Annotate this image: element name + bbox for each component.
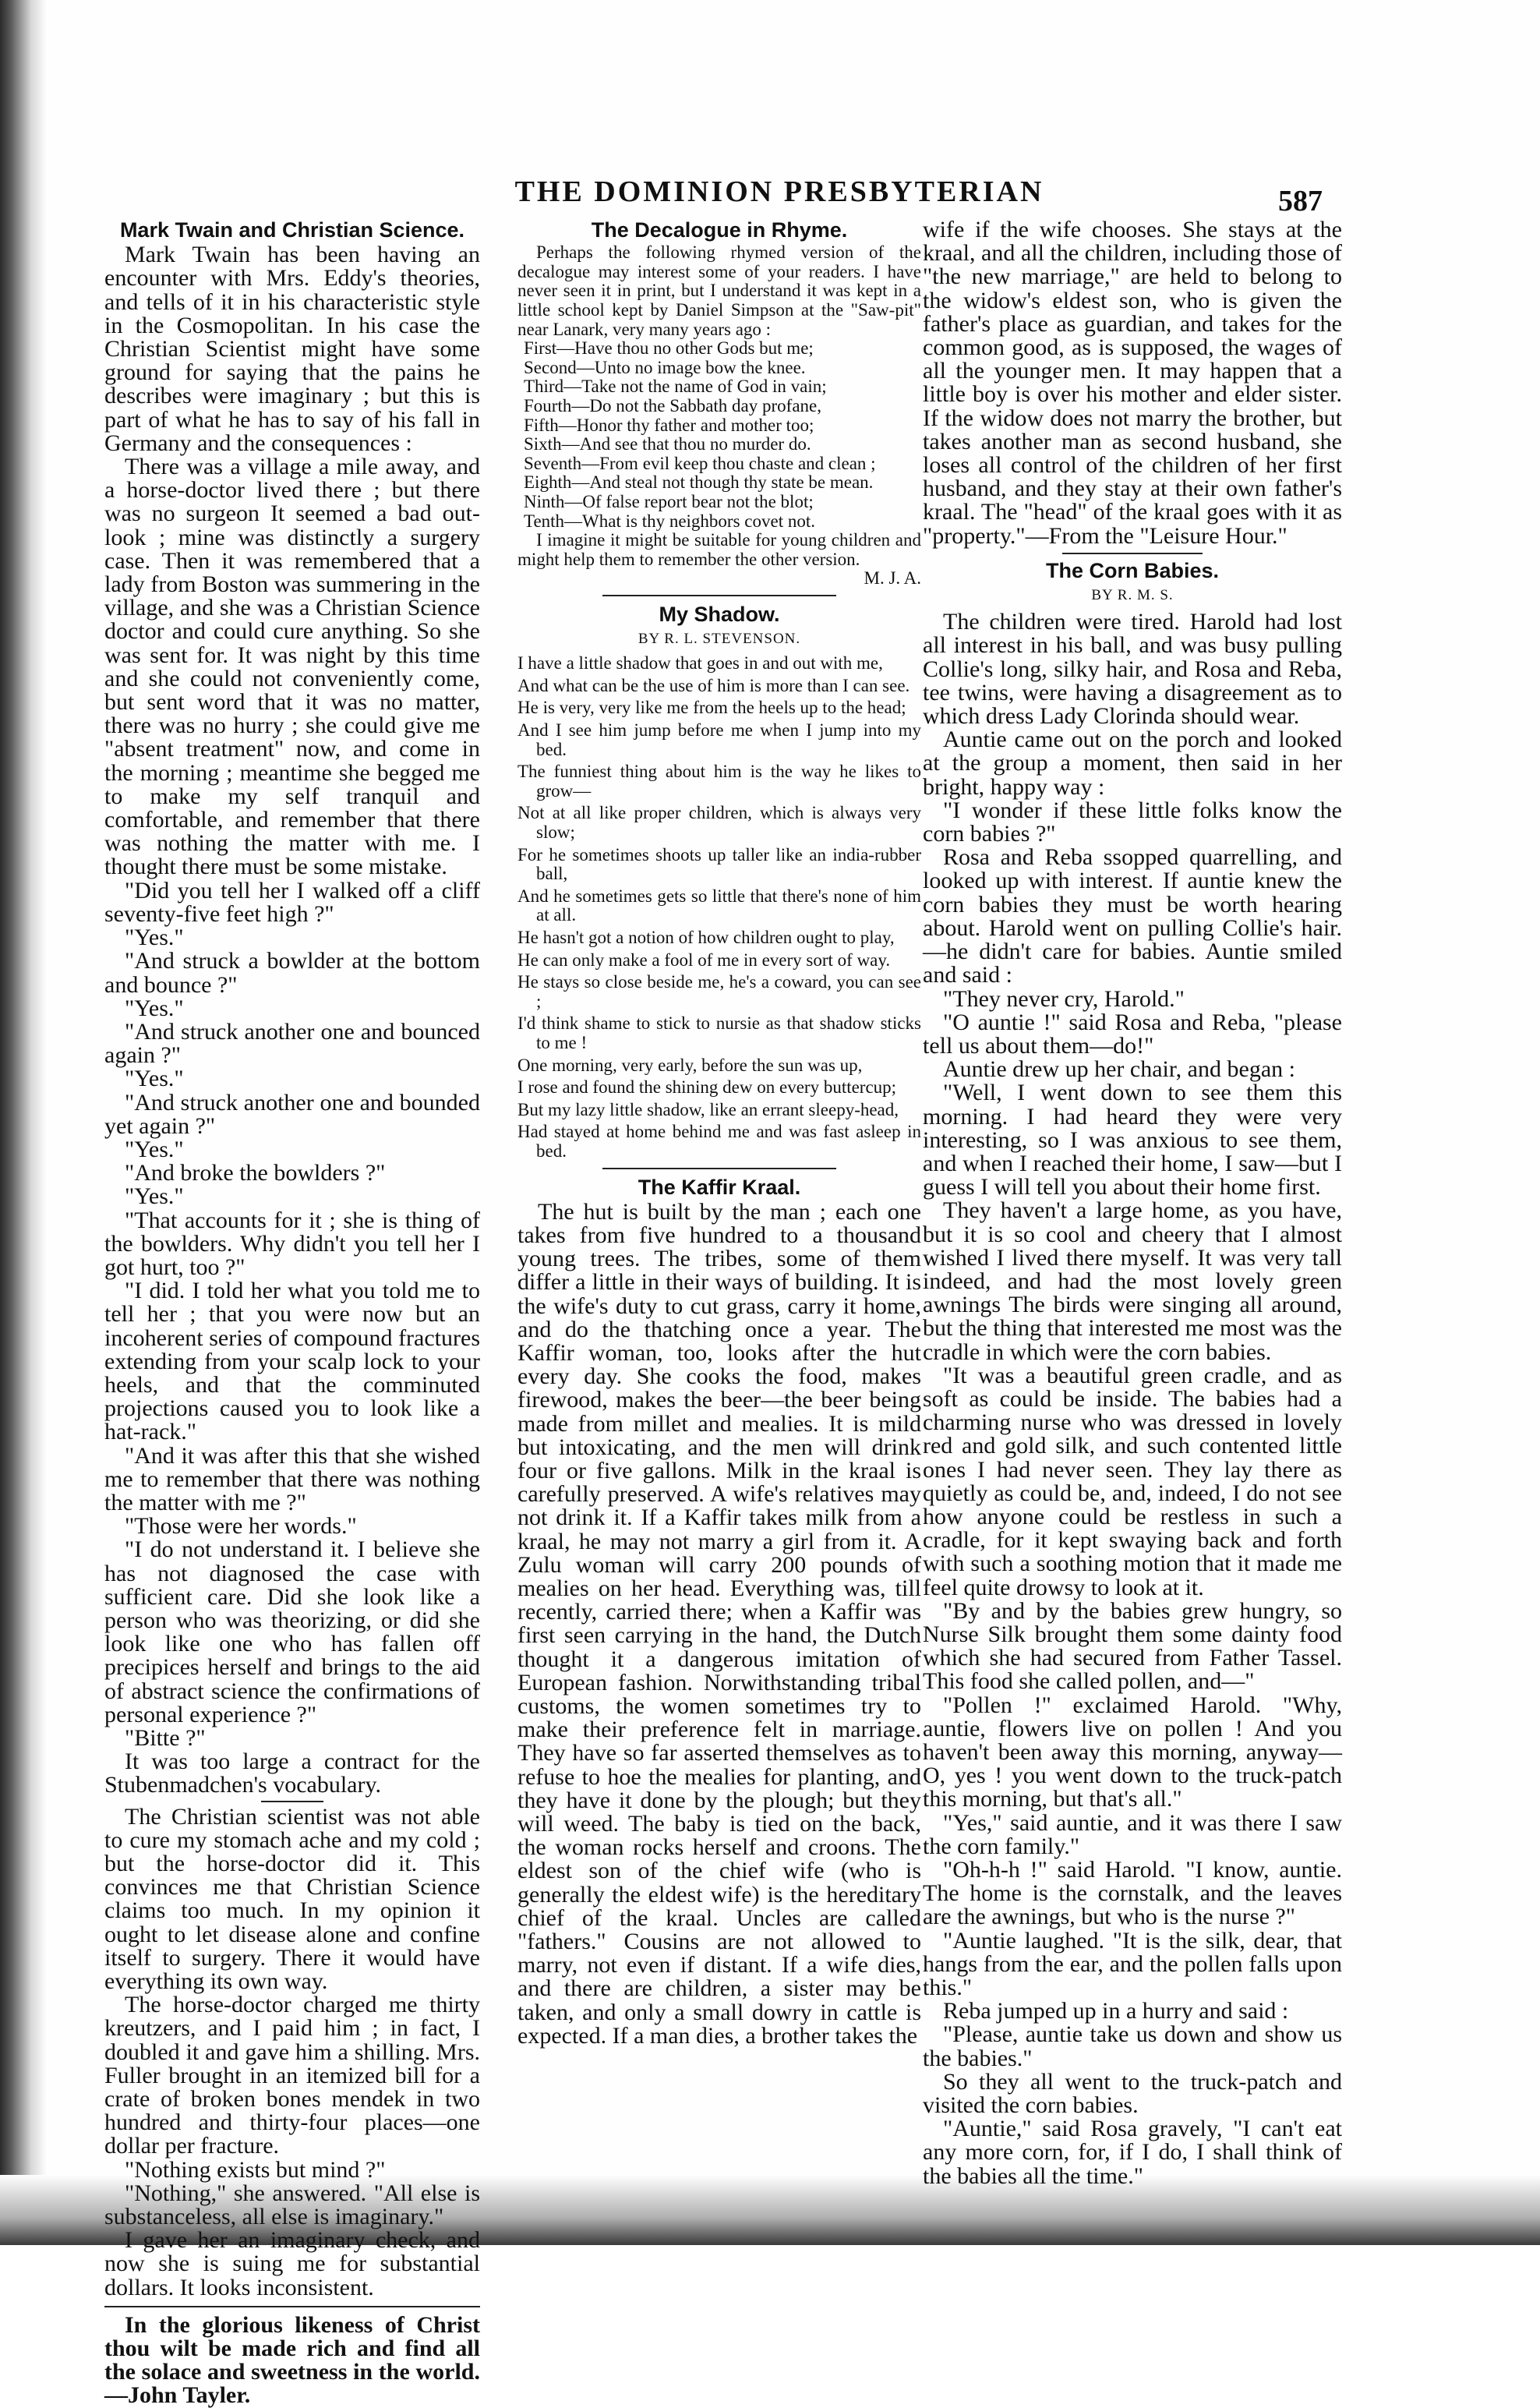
paragraph: "By and by the babies grew hungry, so Nurse Silk brought them some dainty food which she had secured from Father Tassel. This food she called pollen, and—" (923, 1597, 1342, 1695)
paragraph: "Those were her words." (125, 1513, 357, 1540)
poem-heading-my-shadow: My Shadow. (659, 602, 780, 626)
mark-twain-body-continued (104, 1805, 480, 2300)
paragraph: "Yes." (125, 1066, 184, 1092)
paragraph: "It was a beautiful green cradle, and as soft as could be inside. The babies had a charming nurse who was dressed in lovely red and gold silk, and such contented little ones I had never seen. They lay there as quietly as could be, and, indeed, I do not see how anyone could be restless in such a cradle, for it kept swaying back and forth with such a soothing motion that it made me feel quite drowsy to look at it. (923, 1362, 1342, 1600)
divider (261, 1801, 323, 1802)
poem-line: He hasn't got a notion of how children ought to play, (517, 928, 895, 948)
paragraph: "That accounts for it ; she is thing of the bowlders. Why didn't you tell her I got hurt, too ?" (104, 1207, 480, 1280)
paragraph: "Auntie," said Rosa gravely, "I can't eat any more corn, for, if I do, I shall think of the babies all the time." (923, 2116, 1342, 2189)
column-2 (517, 218, 921, 2048)
paragraph: "Did you tell her I walked off a cliff seventy-five feet high ?" (104, 877, 480, 927)
paragraph: The horse-doctor charged me thirty kreutzers, and I paid him ; in fact, I doubled it and gave him a shilling. Mrs. Fuller brought in an itemized bill for a crate of broken bones mendek in two hundred and thirty-four places—one dollar per fracture. (104, 1992, 480, 2159)
poem-line: The funniest thing about him is the way he likes to grow— (517, 762, 921, 801)
paragraph: It was too large a contract for the Stubenmadchen's vocabulary. (104, 1749, 480, 1798)
paragraph: "I did. I told her what you told me to tell her ; that you were now but an incoherent series of compound fractures extending from your scalp lock to your heels, and that the comminuted projections caused you to look like a hat-rack." (104, 1278, 480, 1445)
commandment-line: Fourth—Do not the Sabbath day profane, (524, 395, 821, 415)
commandments-list (517, 339, 921, 531)
closing-quote: In the glorious likeness of Christ thou wilt be made rich and find all the solace and sweetness in the world.—John Tayler. (104, 2311, 480, 2408)
poem-line: Not at all like proper children, which is always very slow; (517, 803, 921, 843)
commandment-line: Fifth—Honor thy father and mother too; (524, 415, 814, 435)
commandment-line: Ninth—Of false report bear not the blot; (524, 491, 814, 511)
paragraph: "Yes." (125, 1136, 184, 1162)
divider (602, 1168, 836, 1169)
kaffir-kraal-continued: wife if the wife chooses. She stays at the kraal, and all the children, including those of "the new marriage," are held to belong to the widow's eldest son, who is given the father's place as guardian, and takes for the common good, as is supposed, the wages of all the younger men. It may happen that a little boy is over his mother and elder sister. If the widow does not marry the brother, but takes another man as second husband, she loses all control of the children of her first husband, and they stay at their own father's kraal. The "head" of the kraal goes with it as "property."—From the "Leisure Hour." (923, 217, 1342, 549)
commandment-line: First—Have thou no other Gods but me; (524, 338, 814, 359)
decalogue-outro: I imagine it might be suitable for young children and might help them to remember the other version. (517, 530, 921, 569)
paragraph: "And struck another one and bounced again ?" (104, 1018, 480, 1069)
paragraph: "Please, auntie take us down and show us the babies." (923, 2021, 1342, 2071)
paragraph: "And broke the bowlders ?" (125, 1160, 386, 1186)
commandment-line: Eighth—And steal not though thy state be mean. (524, 472, 874, 493)
paragraph: "Yes." (125, 1183, 184, 1210)
poem-line: I'd think shame to stick to nursie as that shadow sticks to me ! (517, 1013, 921, 1052)
paragraph: "Nothing exists but mind ?" (125, 2156, 386, 2183)
paragraph: "And it was after this that she wished me to remember that there was nothing the matter with me ?" (104, 1442, 480, 1515)
paragraph: "Well, I went down to see them this morning. I had heard they were very interesting, so I was anxious to see them, and when I reached their home, I saw—but I guess I will tell you about their home first. (923, 1080, 1342, 1200)
poem-line: He can only make a fool of me in every sort of way. (517, 949, 891, 970)
paragraph: "Yes." (125, 995, 184, 1021)
mark-twain-body (104, 243, 480, 1797)
page-gutter-shadow (0, 0, 47, 2245)
commandment-line: Third—Take not the name of God in vain; (524, 377, 827, 397)
paragraph: "And struck a bowlder at the bottom and bounce ?" (104, 948, 480, 998)
article-heading-corn-babies: The Corn Babies. (1045, 558, 1220, 582)
paragraph: Auntie came out on the porch and looked at the group a moment, then said in her bright, happy way : (923, 727, 1342, 800)
paragraph: "Auntie laughed. "It is the silk, dear, that hangs from the ear, and the pollen falls upon this." (923, 1927, 1342, 2001)
paragraph: There was a village a mile away, and a horse-doctor lived there ; but there was no surgeon It seemed a bad out-look ; mine was distinctly a surgery case. Then it was remembered that a lady from Boston was summering in the village, and she was a Christian Science doctor and could cure anything. So she was sent for. It was night by this time and she could not conveniently come, but sent word that it was no matter, there was no hurry ; she could give me "absent treatment" now, and come in the morning ; meantime she begged me to make my self tranquil and comfortable, and remember that there was nothing the matter with me. I thought there must be some mistake. (104, 454, 480, 880)
paragraph: "I do not understand it. I believe she has not diagnosed the case with sufficient care. Did she look like a person who was theorizing, or did she look like one who has fallen off precipices herself and brings to the aid of abstract science the confirmations of personal experience ?" (104, 1536, 480, 1727)
poem-line: And he sometimes gets so little that there's none of him at all. (517, 886, 921, 925)
corn-babies-body (923, 610, 1342, 2188)
divider (104, 2306, 480, 2307)
poem-line: And what can be the use of him is more than I can see. (517, 675, 910, 695)
paragraph: Mark Twain has been having an encounter with Mrs. Eddy's theories, and tells of it in his characteristic style in the Cosmopolitan. In his case the Christian Scientist might have some ground for saying that the pains he describes were imaginary ; but this is part of what he has to say of his fall in Germany and the consequences : (104, 242, 480, 456)
paragraph: "Bitte ?" (125, 1725, 206, 1751)
paragraph: Rosa and Reba ssopped quarrelling, and looked up with interest. If auntie knew the corn babies they must be worth hearing about. Harold went on pulling Collie's hair.—he didn't care for babies. Auntie smiled and said : (923, 844, 1342, 988)
story-byline: BY R. M. S. (1091, 587, 1174, 604)
column-3 (923, 218, 1342, 2188)
page-number: 587 (1278, 185, 1323, 217)
poem-line: For he sometimes shoots up taller like an india-rubber ball, (517, 844, 921, 884)
kaffir-kraal-body: The hut is built by the man ; each one takes from five hundred to a thousand young trees. The tribes, some of them differ a little in their ways of building. It is the wife's duty to cut grass, carry it home, and do the thatching once a year. The Kaffir woman, too, looks after the hut every day. She cooks the food, makes firewood, makes the beer—the beer being made from millet and mealies. It is mild but intoxicating, and the men will drink four or five gallons. Milk in the kraal is carefully preserved. A wife's relatives may not drink it. If a Kaffir takes milk from a kraal, he may not marry a girl from it. A Zulu woman will carry 200 pounds of mealies on her head. Everything was, till recently, carried there; when a Kaffir was first seen carrying in the hand, the Dutch thought it a dangerous imitation of European fashion. Norwithstanding tribal customs, the women sometimes try to make their preference felt in marriage. They have so far asserted themselves as to refuse to hoe the mealies for planting, and they have it done by the plough; but they will weed. The baby is tied on the back, the woman rocks herself and croons. The eldest son of the chief wife (who is generally the eldest wife) is the hereditary chief of the kraal. Uncles are called "fathers." Cousins are not allowed to marry, not even if distant. If a wife dies, and there are children, a sister may be taken, and only a small dowry in cattle is expected. If a man dies, a brother takes the (517, 1198, 921, 2049)
poem-line: I rose and found the shining dew on every buttercup; (517, 1077, 897, 1098)
paragraph: "O auntie !" said Rosa and Reba, "please tell us about them—do!" (923, 1009, 1342, 1059)
decalogue-signature: M. J. A. (864, 568, 921, 589)
poem-line: He is very, very like me from the heels up to the head; (517, 698, 906, 718)
paragraph: "Pollen !" exclaimed Harold. "Why, auntie, flowers live on pollen ! And you haven't been away this morning, anyway—O, yes ! you went down to the truck-patch this morning, but that's all." (923, 1692, 1342, 1812)
paragraph: "Oh-h-h !" said Harold. "I know, auntie. The home is the cornstalk, and the leaves are the awnings, but who is the nurse ?" (923, 1857, 1342, 1930)
paragraph: Reba jumped up in a hurry and said : (943, 1998, 1289, 2024)
commandment-line: Tenth—What is thy neighbors covet not. (524, 511, 815, 531)
column-1 (104, 218, 480, 2408)
paragraph: "They never cry, Harold." (943, 985, 1185, 1012)
poem-line: He stays so close beside me, he's a coward, you can see ; (517, 972, 921, 1011)
running-head: THE DOMINION PRESBYTERIAN (514, 175, 1044, 208)
article-heading-decalogue: The Decalogue in Rhyme. (591, 218, 848, 242)
commandment-line: Sixth—And see that thou no murder do. (524, 434, 811, 454)
paragraph: "Yes," said auntie, and it was there I saw the corn family." (923, 1809, 1342, 1859)
paragraph: They haven't a large home, as you have, but it is so cool and cheery that I almost wished I lived there myself. It was very tall indeed, and had the most lovely green awnings The birds were singing all around, but the thing that interested me most was the cradle in which were the corn babies. (923, 1197, 1342, 1365)
poem-lines (517, 654, 921, 1161)
poem-line: Had stayed at home behind me and was fast asleep in bed. (517, 1122, 921, 1161)
paragraph: So they all went to the truck-patch and visited the corn babies. (923, 2068, 1342, 2119)
divider (1062, 553, 1203, 554)
article-heading-kaffir-kraal: The Kaffir Kraal. (638, 1175, 801, 1199)
commandment-line: Second—Unto no image bow the knee. (524, 357, 806, 377)
paragraph: "Yes." (125, 925, 184, 951)
paragraph: I gave her an imaginary check, and now she is suing me for substantial dollars. It looks inconsistent. (104, 2227, 480, 2300)
paragraph: The Christian scientist was not able to cure my stomach ache and my cold ; but the horse-doctor did it. This convinces me that Christian Science claims too much. In my opinion it ought to let disease alone and confine itself to surgery. There it would have everything its own way. (104, 1803, 480, 1995)
paragraph: "I wonder if these little folks know the corn babies ?" (923, 797, 1342, 847)
paragraph: "And struck another one and bounded yet again ?" (104, 1089, 480, 1139)
poem-line: I have a little shadow that goes in and out with me, (517, 653, 883, 674)
poem-line: But my lazy little shadow, like an errant sleepy-head, (517, 1099, 899, 1119)
paragraph: "Nothing," she answered. "All else is substanceless, all else is imaginary." (104, 2180, 480, 2230)
commandment-line: Seventh—From evil keep thou chaste and clean ; (524, 453, 876, 473)
decalogue-intro: Perhaps the following rhymed version of the decalogue may interest some of your readers. I have never seen it in print, but I understand it was kept in a little school kept by Daniel Simpson at the "Saw-pit" near Lanark, very many years ago : (517, 242, 921, 339)
paragraph: The children were tired. Harold had lost all interest in his ball, and was busy pulling Collie's long, silky hair, and Rosa and Reba, tee twins, were having a disagreement as to which dress Lady Clorinda should wear. (923, 609, 1342, 730)
poem-line: One morning, very early, before the sun was up, (517, 1055, 863, 1075)
poem-line: And I see him jump before me when I jump into my bed. (517, 720, 921, 759)
poem-byline: BY R. L. STEVENSON. (638, 631, 801, 648)
article-heading-mark-twain: Mark Twain and Christian Science. (119, 218, 465, 242)
divider (602, 595, 836, 596)
paragraph: Auntie drew up her chair, and began : (943, 1056, 1295, 1083)
